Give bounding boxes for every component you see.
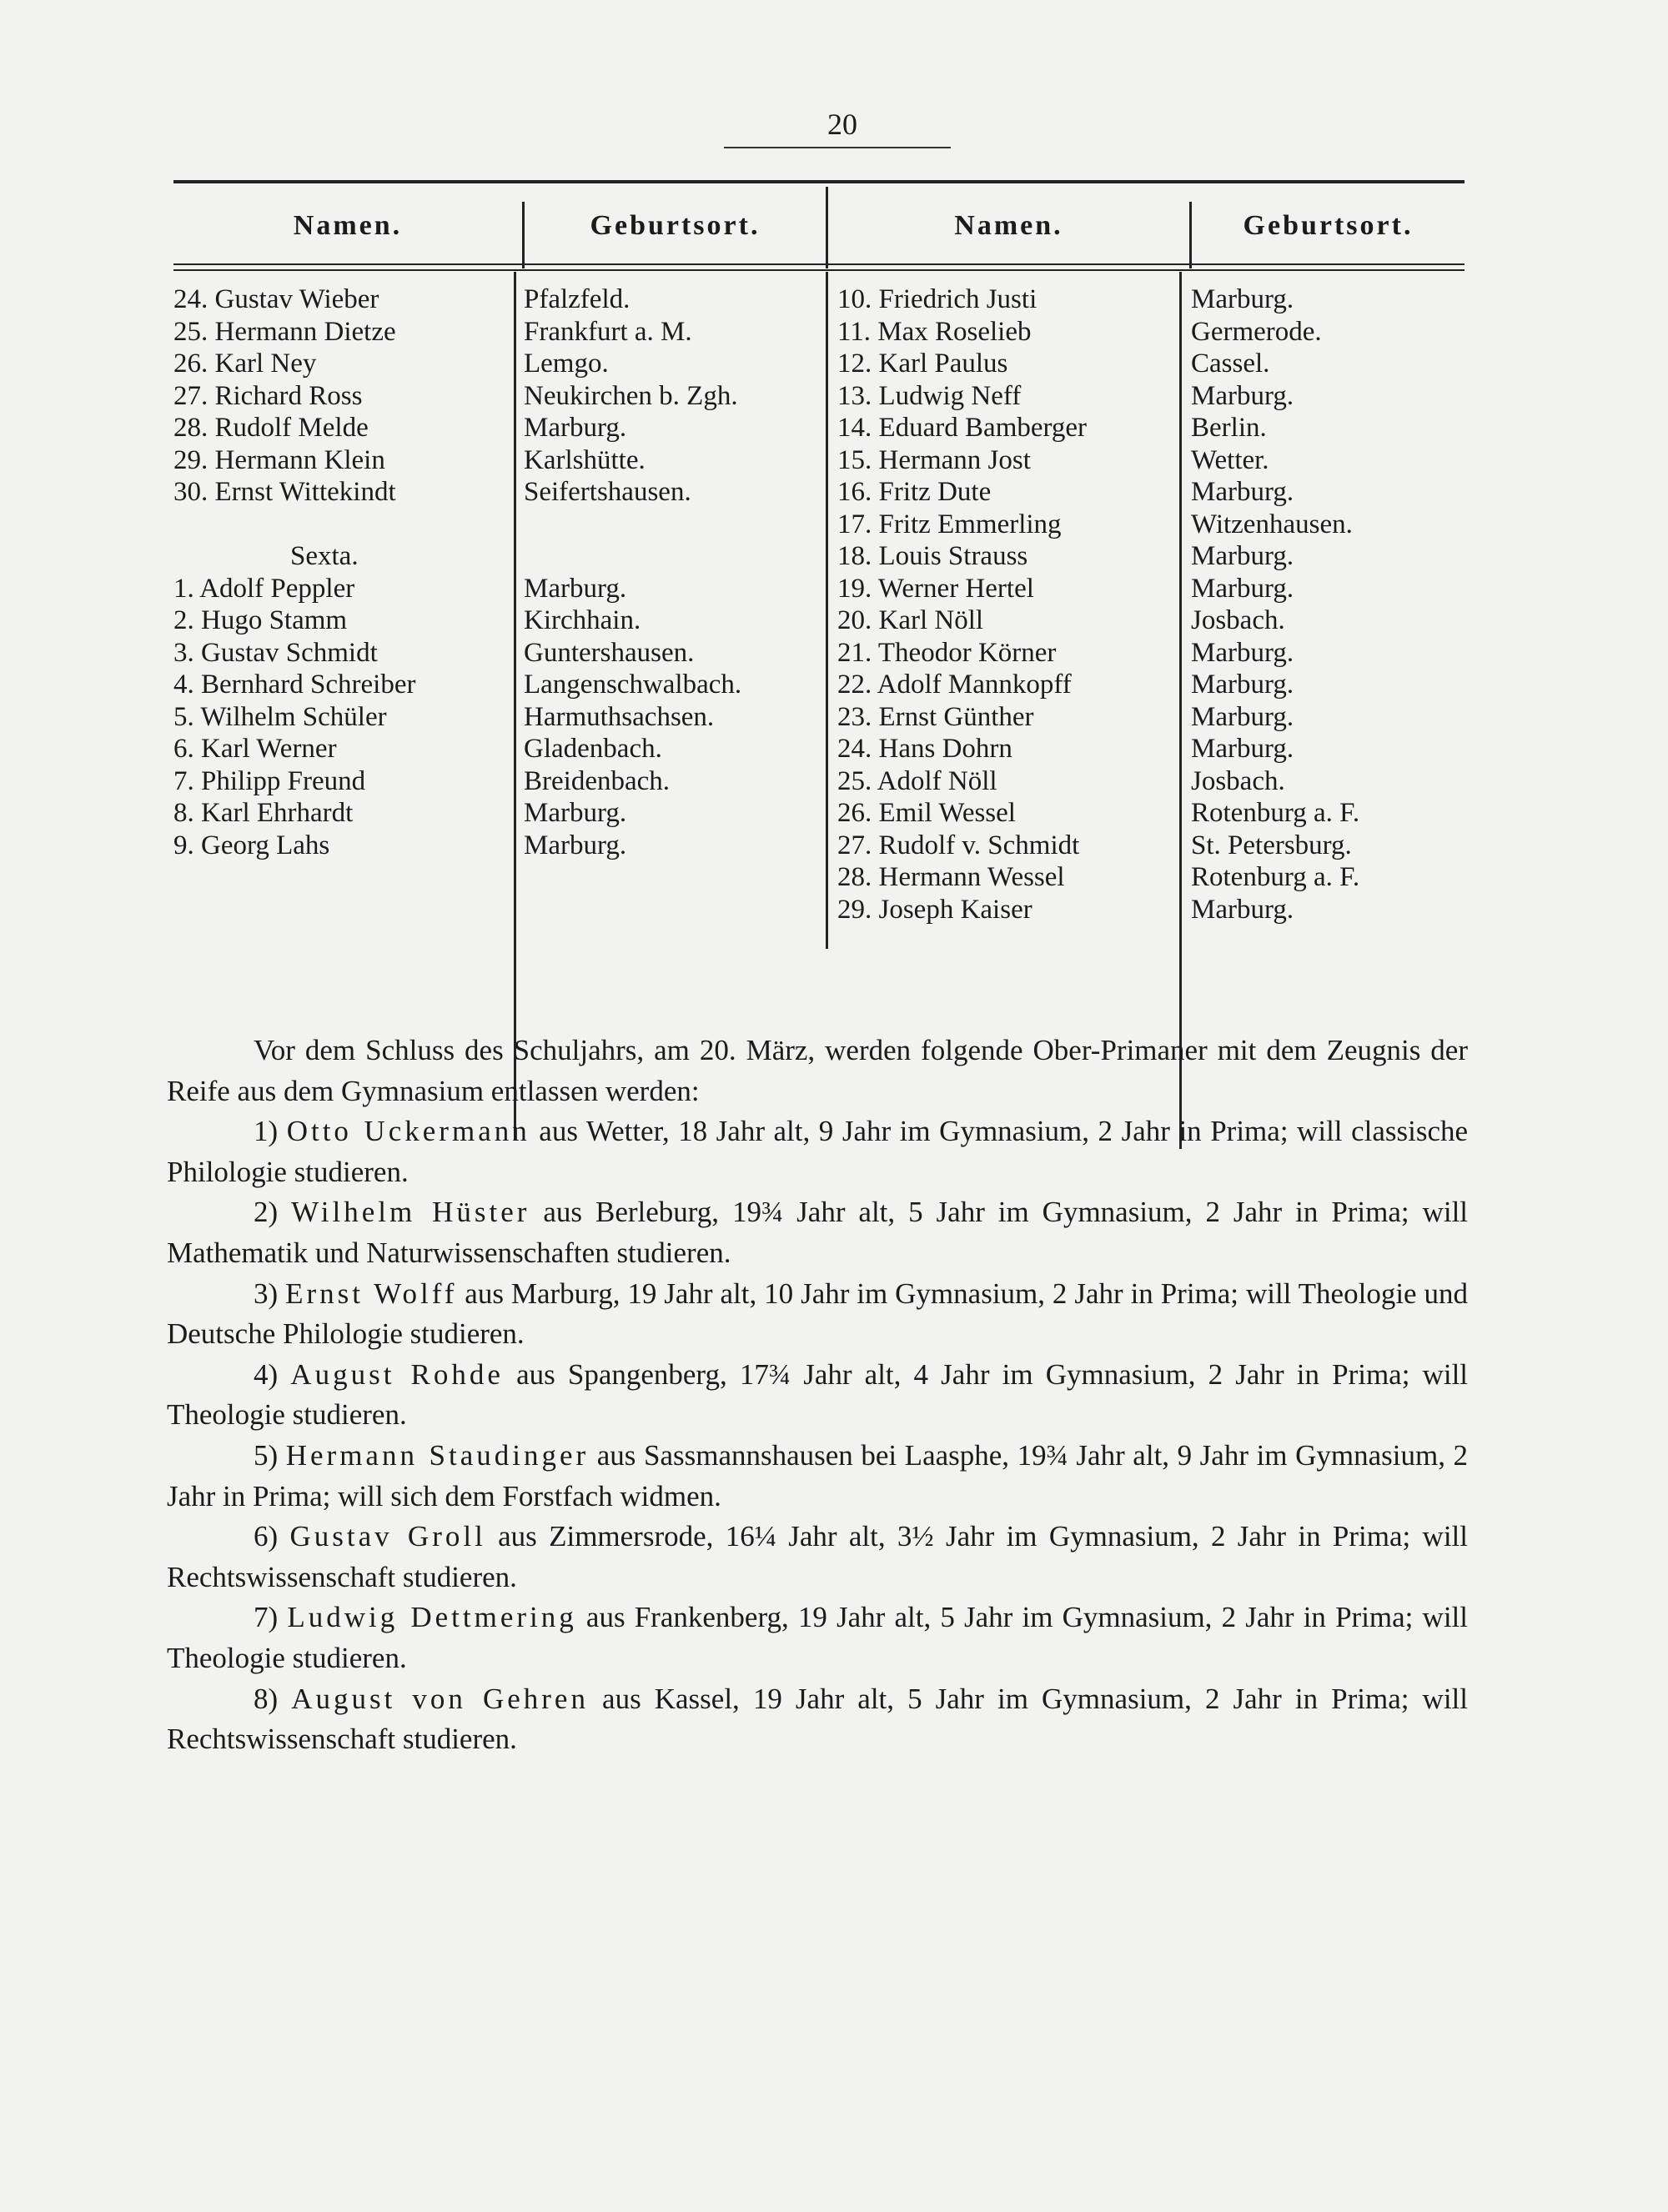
left-names-column [173, 283, 507, 861]
table-cell-name: 14. Eduard Bamberger [837, 413, 1088, 443]
table-cell-place: Marburg. [1191, 573, 1294, 604]
graduate-number: 2) [254, 1196, 279, 1229]
table-cell-place: Marburg. [1191, 734, 1294, 764]
body-divider-3 [1179, 272, 1182, 1149]
table-cell-name: 22. Adolf Mannkopff [837, 670, 1072, 700]
table-cell-place: Marburg. [1191, 284, 1294, 314]
table-cell-place: Breidenbach. [524, 765, 671, 796]
graduate-details: aus Sassmannshausen bei Laasphe, 19¾ Jahr alt, 9 Jahr im Gymnasium, 2 Jahr in Prima; will sich dem Forstfach widmen. [167, 1438, 1469, 1512]
graduate-details: aus Berleburg, 19¾ Jahr alt, 5 Jahr im Gymnasium, 2 Jahr in Prima; will Mathematik und Naturwissenschaften studieren. [167, 1196, 1469, 1269]
graduate-number: 5) [254, 1438, 279, 1472]
table-cell-name: 13. Ludwig Neff [837, 380, 1022, 411]
table-cell-name: 1. Adolf Peppler [173, 573, 355, 604]
graduate-paragraph [167, 1436, 1468, 1517]
table-cell-name: 29. Joseph Kaiser [837, 894, 1032, 925]
table-cell-name: 27. Rudolf v. Schmidt [837, 830, 1080, 860]
table-cell-place: Marburg. [524, 413, 627, 443]
page-number: 20 [827, 108, 857, 141]
body-divider-1 [514, 272, 516, 1141]
table-cell-place: Kirchhain. [524, 605, 641, 635]
right-places-column [1191, 283, 1465, 925]
graduate-number: 4) [254, 1357, 279, 1391]
table-cell-name: 24. Gustav Wieber [173, 284, 379, 314]
table-cell-place: Marburg. [1191, 670, 1294, 700]
graduate-details: aus Spangenberg, 17¾ Jahr alt, 4 Jahr im Gymnasium, 2 Jahr in Prima; will Theologie studieren. [167, 1357, 1469, 1432]
class-heading: Sexta. [290, 541, 359, 571]
table-cell-name: 21. Theodor Körner [837, 637, 1057, 668]
page-number-rule [724, 147, 951, 148]
table-cell-name: 28. Hermann Wessel [837, 862, 1065, 892]
table-cell-name: 5. Wilhelm Schüler [173, 701, 387, 732]
table-cell-place: Karlshütte. [524, 444, 646, 475]
table-cell-name: 25. Hermann Dietze [173, 316, 396, 347]
table-cell-place: Marburg. [1191, 701, 1294, 732]
graduate-details: aus Kassel, 19 Jahr alt, 5 Jahr im Gymnasium, 2 Jahr in Prima; will Rechtswissenschaft studieren. [167, 1682, 1469, 1756]
table-cell-name: 8. Karl Ehrhardt [173, 798, 354, 828]
graduate-paragraph [167, 1192, 1468, 1273]
graduate-details: aus Zimmersrode, 16¼ Jahr alt, 3½ Jahr im Gymnasium, 2 Jahr in Prima; will Rechtswissenschaft studieren. [167, 1520, 1468, 1593]
table-cell-place: Lemgo. [524, 349, 609, 379]
table-cell-place: Marburg. [524, 798, 627, 828]
graduate-number: 7) [254, 1601, 279, 1634]
table-cell-name: 23. Ernst Günther [837, 701, 1034, 732]
graduate-details: aus Wetter, 18 Jahr alt, 9 Jahr im Gymnasium, 2 Jahr in Prima; will classische Philologie studieren. [167, 1115, 1469, 1188]
table-cell-name: 15. Hermann Jost [837, 444, 1031, 475]
left-places-column [524, 283, 824, 861]
right-names-column [837, 283, 1176, 925]
graduate-paragraph [167, 1111, 1468, 1192]
table-cell-name: 19. Werner Hertel [837, 573, 1034, 604]
table-cell-place: Pfalzfeld. [524, 284, 631, 314]
table-cell-name: 26. Emil Wessel [837, 798, 1016, 828]
graduate-paragraph [167, 1274, 1468, 1355]
graduate-number: 6) [254, 1520, 279, 1553]
table-cell-place: Seifertshausen. [524, 477, 691, 507]
table-cell-place: Langenschwalbach. [524, 670, 742, 700]
table-cell-place: Gladenbach. [524, 734, 662, 764]
table-cell-name: 30. Ernst Wittekindt [173, 477, 396, 507]
table-cell-name: 9. Georg Lahs [173, 830, 330, 860]
table-cell-place: Josbach. [1191, 765, 1285, 796]
table-cell-place: Frankfurt a. M. [524, 316, 692, 347]
header-geburtsort-right: Geburtsort. [1243, 210, 1414, 241]
table-cell-place: Cassel. [1191, 349, 1270, 379]
body-divider-2 [826, 272, 828, 949]
table-cell-name: 29. Hermann Klein [173, 444, 385, 475]
graduate-number: 8) [254, 1682, 279, 1715]
graduates-section [167, 1031, 1468, 1760]
graduate-paragraph [167, 1598, 1468, 1678]
graduate-name: Ludwig Dettmering [287, 1601, 577, 1634]
table-cell-name: 27. Richard Ross [173, 380, 363, 411]
table-cell-place: Witzenhausen. [1191, 509, 1353, 539]
intro-paragraph: Vor dem Schluss des Schuljahrs, am 20. März, werden folgende Ober-Primaner mit dem Zeugnis der Reife aus dem Gymnasium entlassen werden: [167, 1034, 1468, 1107]
table-top-rule [173, 180, 1465, 183]
table-cell-name: 17. Fritz Emmerling [837, 509, 1062, 539]
table-cell-place: St. Petersburg. [1191, 830, 1352, 860]
graduate-name: Hermann Staudinger [285, 1438, 590, 1472]
table-cell-name: 25. Adolf Nöll [837, 765, 997, 796]
header-rule-2 [173, 269, 1465, 271]
table-cell-name: 16. Fritz Dute [837, 477, 992, 507]
table-cell-name: 18. Louis Strauss [837, 541, 1028, 571]
graduate-name: Gustav Groll [289, 1520, 486, 1553]
graduate-details: aus Frankenberg, 19 Jahr alt, 5 Jahr im Gymnasium, 2 Jahr in Prima; will Theologie studieren. [167, 1601, 1469, 1674]
graduate-details: aus Marburg, 19 Jahr alt, 10 Jahr im Gymnasium, 2 Jahr in Prima; will Theologie und Deutsche Philologie studieren. [167, 1277, 1468, 1351]
table-cell-name: 12. Karl Paulus [837, 349, 1008, 379]
table-cell-place: Harmuthsachsen. [524, 701, 715, 732]
graduate-name: Wilhelm Hüster [291, 1196, 530, 1229]
table-cell-place: Marburg. [1191, 541, 1294, 571]
table-cell-name: 26. Karl Ney [173, 349, 317, 379]
table-cell-name: 24. Hans Dohrn [837, 734, 1012, 764]
graduate-name: Otto Uckermann [286, 1115, 530, 1148]
table-cell-name: 2. Hugo Stamm [173, 605, 348, 635]
table-cell-place: Berlin. [1191, 413, 1267, 443]
header-namen-right: Namen. [954, 210, 1063, 241]
table-cell-place: Germerode. [1191, 316, 1322, 347]
header-geburtsort-left: Geburtsort. [590, 210, 761, 241]
graduate-name: August von Gehren [291, 1682, 589, 1715]
graduate-name: August Rohde [290, 1357, 504, 1391]
table-cell-name: 3. Gustav Schmidt [173, 637, 378, 668]
table-cell-place: Marburg. [1191, 380, 1294, 411]
graduate-number: 1) [254, 1115, 279, 1148]
header-namen-left: Namen. [293, 210, 403, 241]
table-cell-place: Marburg. [1191, 894, 1294, 925]
table-cell-place: Wetter. [1191, 444, 1269, 475]
table-cell-place: Marburg. [524, 830, 627, 860]
graduate-paragraph [167, 1517, 1468, 1598]
table-cell-name: 7. Philipp Freund [173, 765, 366, 796]
table-cell-place: Rotenburg a. F. [1191, 862, 1360, 892]
table-cell-place: Marburg. [1191, 637, 1294, 668]
table-cell-name: 6. Karl Werner [173, 734, 337, 764]
table-cell-place: Guntershausen. [524, 637, 695, 668]
table-cell-place: Marburg. [1191, 477, 1294, 507]
table-cell-place: Neukirchen b. Zgh. [524, 380, 738, 411]
table-cell-place: Rotenburg a. F. [1191, 798, 1360, 828]
table-cell-place: Josbach. [1191, 605, 1285, 635]
graduate-paragraph [167, 1355, 1468, 1436]
graduate-number: 3) [254, 1277, 279, 1310]
table-cell-name: 4. Bernhard Schreiber [173, 670, 416, 700]
header-rule-1 [173, 263, 1465, 265]
table-cell-name: 10. Friedrich Justi [837, 284, 1037, 314]
table-cell-name: 11. Max Roselieb [837, 316, 1032, 347]
table-cell-name: 20. Karl Nöll [837, 605, 984, 635]
graduate-name: Ernst Wolff [285, 1277, 458, 1310]
table-cell-name: 28. Rudolf Melde [173, 413, 369, 443]
table-cell-place: Marburg. [524, 573, 627, 604]
graduate-paragraph [167, 1679, 1468, 1760]
